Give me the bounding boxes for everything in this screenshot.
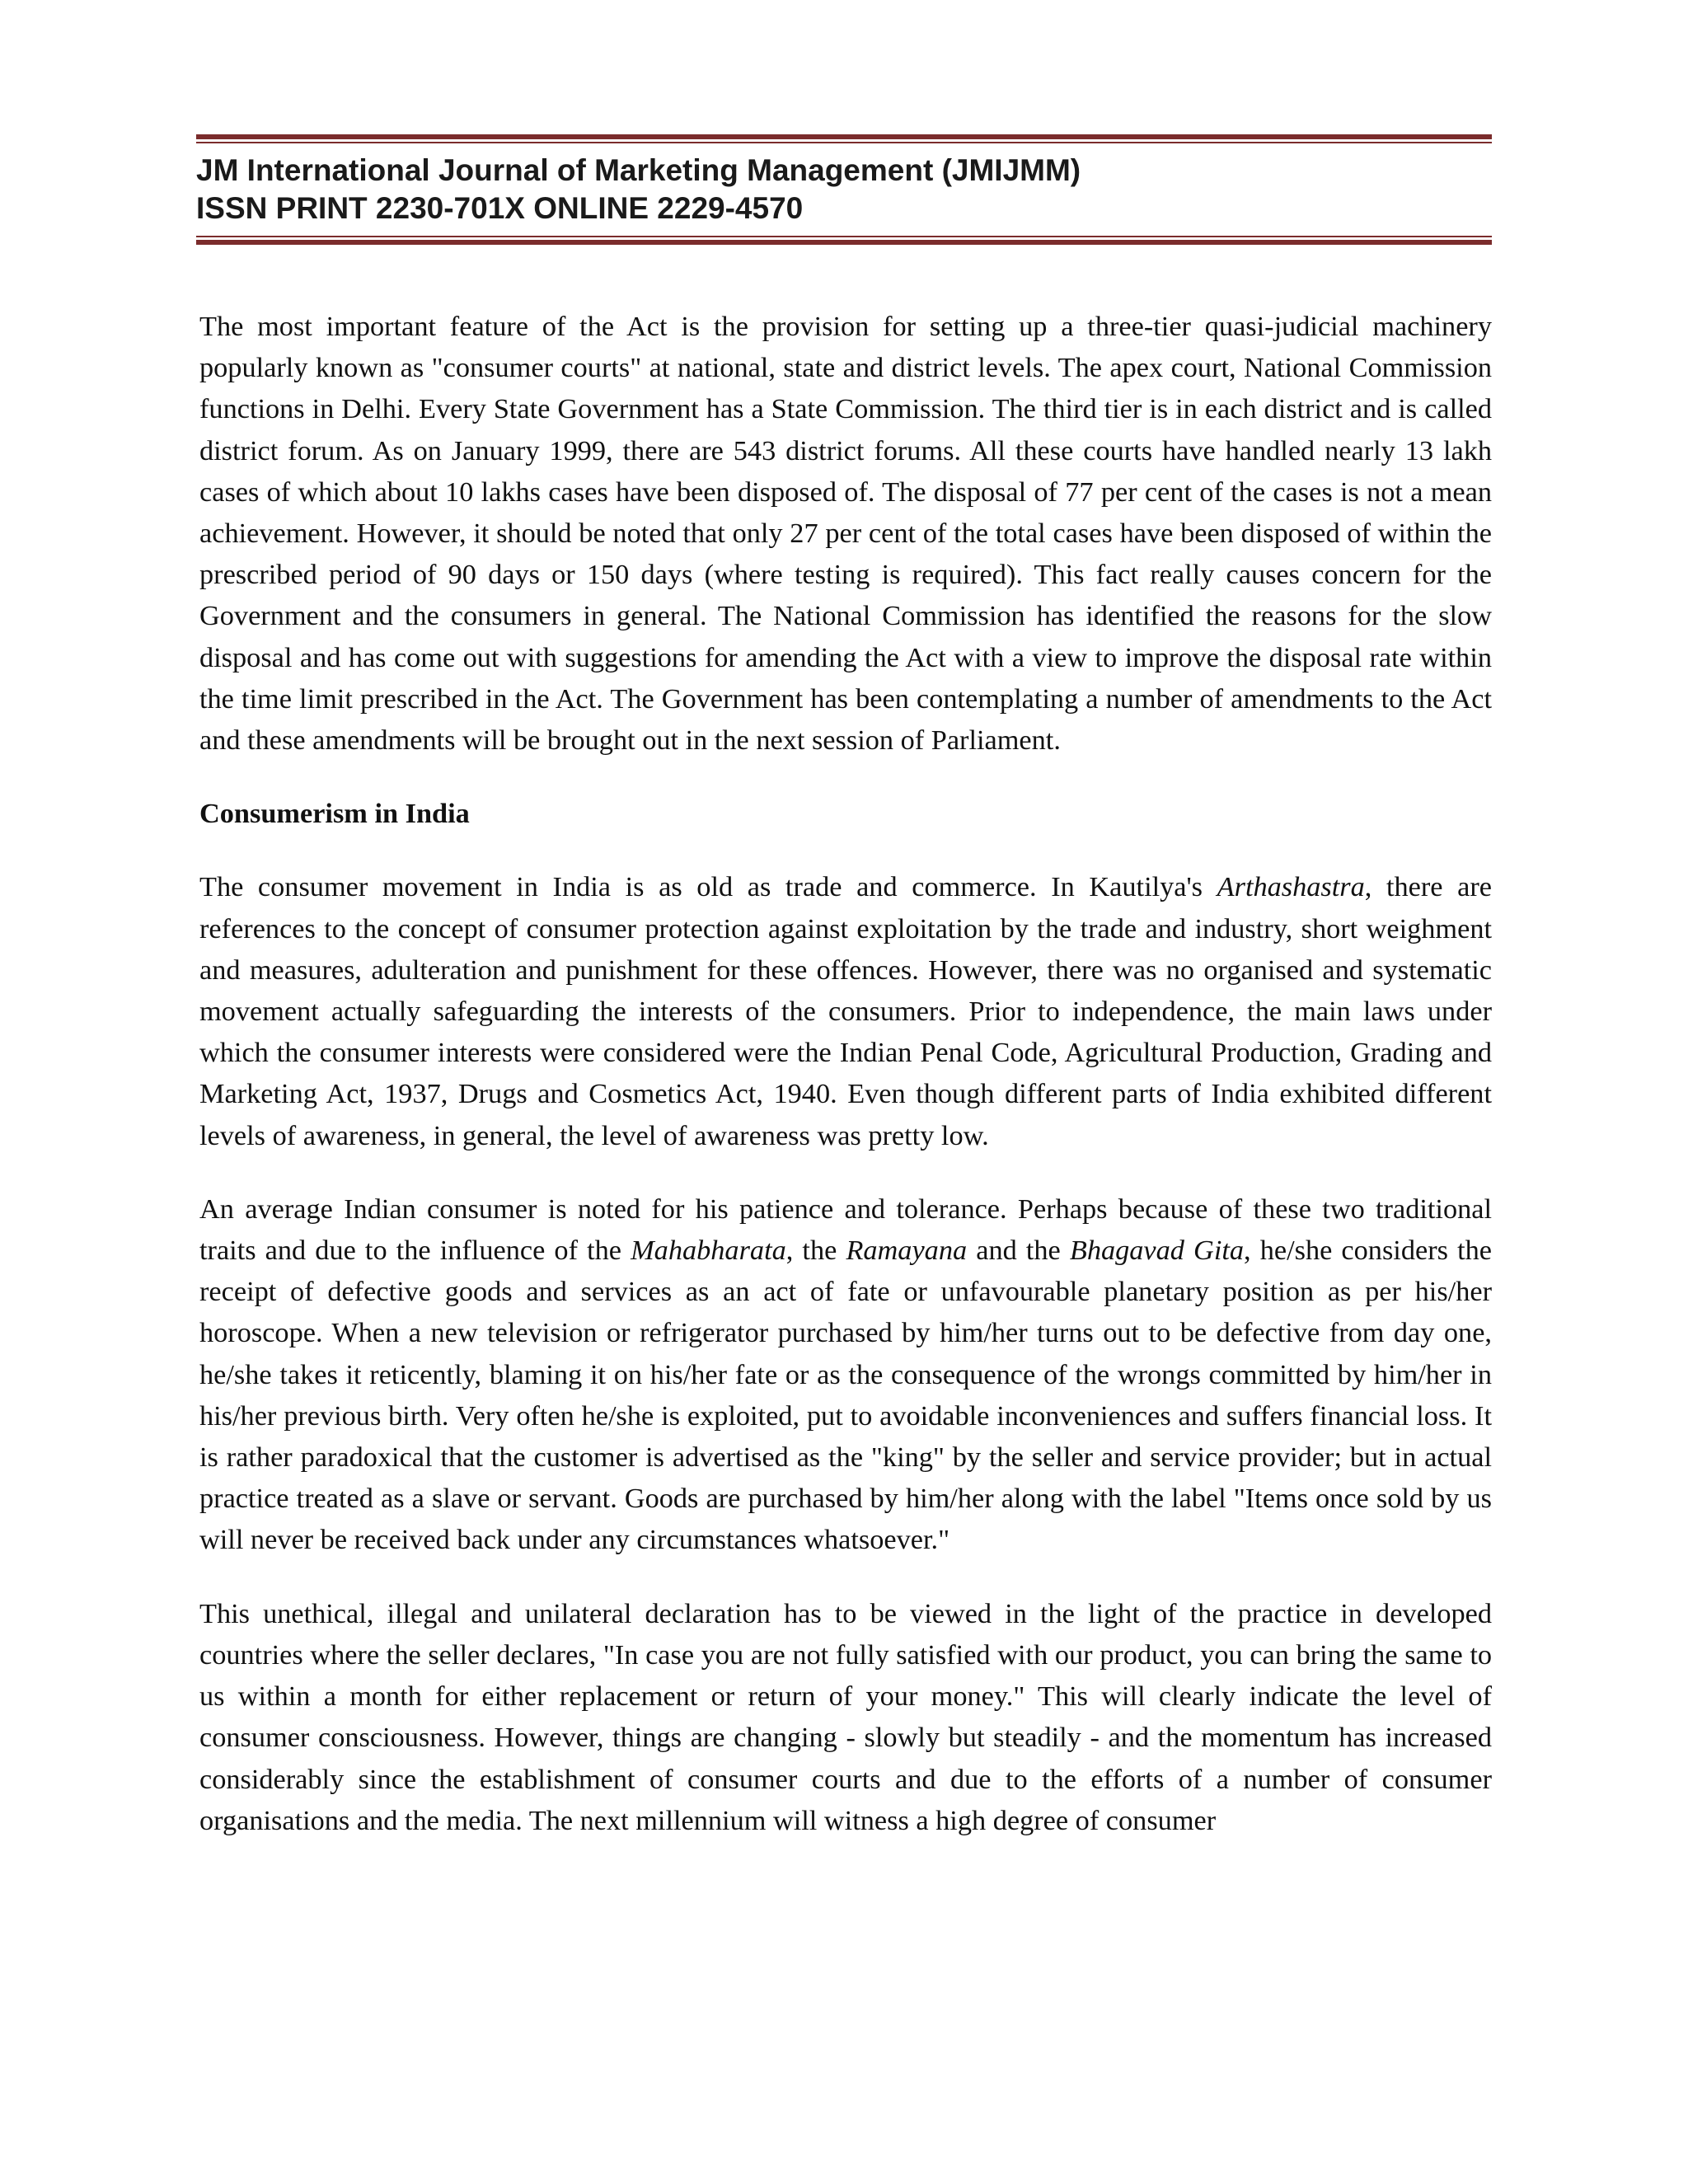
paragraph-3-italic-bhagavad-gita: Bhagavad Gita bbox=[1069, 1235, 1245, 1267]
paragraph-3-italic-mahabharata: Mahabharata bbox=[631, 1235, 786, 1267]
paragraph-2-italic-arthashastra: Arthashastra bbox=[1217, 871, 1365, 903]
paragraph-3-text-3: and the bbox=[967, 1235, 1070, 1267]
paragraph-2-text-1: The consumer movement in India is as old as trade and commerce. In Kautilya's bbox=[199, 871, 1217, 903]
paragraph-indian-consumer bbox=[199, 1188, 1492, 1561]
paragraph-3-italic-ramayana: Ramayana bbox=[846, 1235, 968, 1267]
paragraph-3-text-4: , he/she considers the receipt of defective goods and services as an act of fate or unfavourable planetary position as per his/her horoscope. When a new television or refrigerator purchased by him/her turns out to be defective from day one, he/she takes it reticently, blaming it on his/her fate or as the consequence of the wrongs committed by him/her in his/her previous birth. Very often he/she is exploited, put to avoidable inconveniences and suffers financial loss. It is rather paradoxical that the customer is advertised as the "king" by the seller and service provider; but in actual practice treated as a slave or servant. Goods are purchased by him/her along with the label "Items once sold by us will never be received back under any circumstances whatsoever." bbox=[199, 1235, 1492, 1556]
paragraph-unethical-declaration: This unethical, illegal and unilateral declaration has to be viewed in the light of the practice in developed countries where the seller declares, "In case you are not fully satisfied with our product, you can bring the same to us within a month for either replacement or return of your money." This will clearly indicate the level of consumer consciousness. However, things are changing - slowly but steadily - and the momentum has increased considerably since the establishment of consumer courts and due to the efforts of a number of consumer organisations and the media. The next millennium will witness a high degree of consumer bbox=[199, 1597, 1492, 1836]
header-top-rule-thin bbox=[196, 142, 1492, 143]
journal-issn: ISSN PRINT 2230-701X ONLINE 2229-4570 bbox=[196, 191, 804, 225]
paragraph-3-text-1: An average Indian consumer is noted for his patience and tolerance. Perhaps because of these two traditional traits and due to the influence of the bbox=[199, 1193, 1492, 1267]
paragraph-consumer-courts: The most important feature of the Act is the provision for setting up a three-tier quasi-judicial machinery popularly known as "consumer courts" at national, state and district levels. The apex court, National Commission functions in Delhi. Every State Government has a State Commission. The third tier is in each district and is called district forum. As on January 1999, there are 543 district forums. All these courts have handled nearly 13 lakh cases of which about 10 lakhs cases have been disposed of. The disposal of 77 per cent of the cases is not a mean achievement. However, it should be noted that only 27 per cent of the total cases have been disposed of within the prescribed period of 90 days or 150 days (where testing is required). This fact really causes concern for the Government and the consumers in general. The National Commission has identified the reasons for the slow disposal and has come out with suggestions for amending the Act with a view to improve the disposal rate within the time limit prescribed in the Act. The Government has been contemplating a number of amendments to the Act and these amendments will be brought out in the next session of Parliament. bbox=[199, 311, 1492, 757]
header-bottom-rule bbox=[196, 236, 1492, 245]
journal-title: JM International Journal of Marketing Management (JMIJMM) bbox=[196, 153, 1081, 187]
article-body bbox=[199, 306, 1492, 1841]
section-heading: Consumerism in India bbox=[199, 798, 470, 830]
paragraph-3-text-2: , the bbox=[785, 1235, 846, 1267]
header-top-rule-thick bbox=[196, 134, 1492, 139]
header-top-rule bbox=[196, 134, 1492, 143]
header-bottom-rule-thick bbox=[196, 240, 1492, 245]
paragraph-2-text-2: , there are references to the concept of consumer protection against exploitation by the trade and industry, short weighment and measures, adulteration and punishment for these offences. However, there was no organised and systematic movement actually safeguarding the interests of the consumers. Prior to independence, the main laws under which the consumer interests were considered were the Indian Penal Code, Agricultural Production, Grading and Marketing Act, 1937, Drugs and Cosmetics Act, 1940. Even though different parts of India exhibited different levels of awareness, in general, the level of awareness was pretty low. bbox=[199, 871, 1492, 1151]
header-bottom-rule-thin bbox=[196, 236, 1492, 237]
journal-header bbox=[196, 134, 1492, 245]
paragraph-consumer-movement bbox=[199, 866, 1492, 1155]
